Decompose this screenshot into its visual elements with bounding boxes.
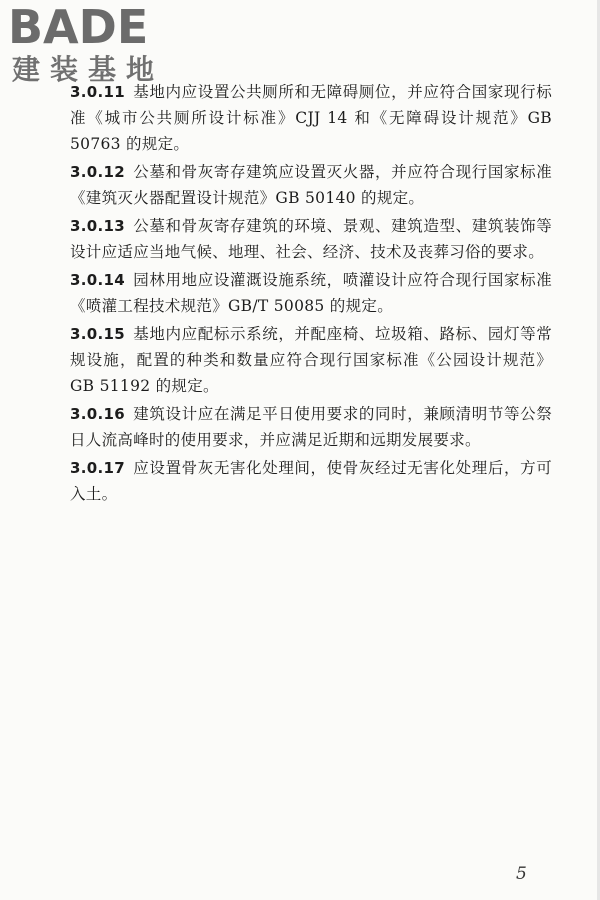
clause-number: 3.0.12 — [70, 163, 125, 181]
clause-number: 3.0.15 — [70, 325, 125, 343]
watermark-logo — [8, 0, 178, 90]
clause-3-0-14 — [70, 267, 552, 319]
clause-3-0-12 — [70, 159, 552, 211]
clause-number: 3.0.17 — [70, 459, 125, 477]
clause-text: 公墓和骨灰寄存建筑的环境、景观、建筑造型、建筑装饰等设计应适应当地气候、地理、社会、经济、技术及丧葬习俗的要求。 — [70, 217, 552, 261]
clause-3-0-15 — [70, 321, 552, 399]
clause-text: 建筑设计应在满足平日使用要求的同时，兼顾清明节等公祭日人流高峰时的使用要求，并应满足近期和远期发展要求。 — [70, 405, 552, 449]
clause-text: 公墓和骨灰寄存建筑应设置灭火器，并应符合现行国家标准《建筑灭火器配置设计规范》GB 50140 的规定。 — [70, 163, 552, 207]
clause-number: 3.0.11 — [70, 83, 125, 101]
clause-3-0-11 — [70, 79, 552, 157]
clause-list — [70, 79, 552, 509]
watermark-subtitle: 建装基地 — [12, 53, 165, 86]
clause-text: 应设置骨灰无害化处理间，使骨灰经过无害化处理后，方可入土。 — [70, 459, 552, 503]
clause-text: 基地内应配标示系统，并配座椅、垃圾箱、路标、园灯等常规设施，配置的种类和数量应符合现行国家标准《公园设计规范》GB 51192 的规定。 — [70, 325, 552, 395]
clause-3-0-13 — [70, 213, 552, 265]
clause-3-0-17 — [70, 455, 552, 507]
clause-number: 3.0.13 — [70, 217, 125, 235]
page-number: 5 — [516, 864, 527, 884]
watermark-brand: BADE — [8, 0, 149, 54]
clause-number: 3.0.14 — [70, 271, 125, 289]
clause-text: 基地内应设置公共厕所和无障碍厕位，并应符合国家现行标准《城市公共厕所设计标准》CJJ 14 和《无障碍设计规范》GB 50763 的规定。 — [70, 83, 552, 153]
clause-text: 园林用地应设灌溉设施系统，喷灌设计应符合现行国家标准《喷灌工程技术规范》GB/T 50085 的规定。 — [70, 271, 552, 315]
clause-3-0-16 — [70, 401, 552, 453]
clause-number: 3.0.16 — [70, 405, 125, 423]
